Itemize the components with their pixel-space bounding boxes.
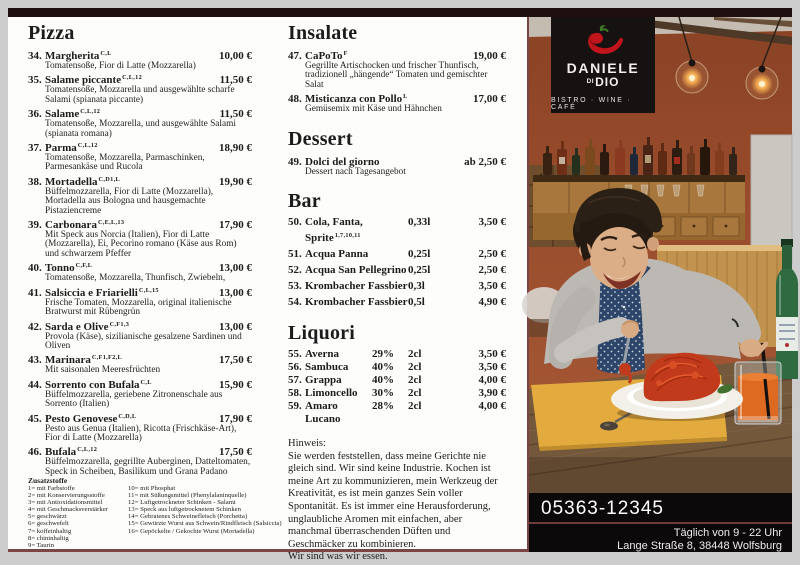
item-price: ab 2,50 €: [464, 155, 506, 168]
item-allergen-codes: C,L,12: [77, 446, 98, 454]
menu-item: [28, 72, 252, 105]
item-number: 39.: [28, 219, 42, 232]
item-allergen-codes: C,L,12: [77, 142, 98, 150]
item-name-text: Margherita: [45, 50, 100, 62]
item-number: 36.: [28, 108, 42, 121]
additive-legend-line: 4= mit Geschmacksverstärker: [28, 506, 108, 514]
drink-item: [288, 277, 506, 293]
item-name: [45, 411, 202, 425]
item-price: 18,90 €: [219, 142, 252, 155]
item-number: 44.: [28, 378, 42, 391]
item-price: 3,50 €: [478, 361, 506, 374]
item-description: Büffelmozzarella, gegrillte Auberginen, Datteltomaten, Speck in Scheiben, Basilikum und Grana Padano: [45, 457, 251, 477]
item-name: [45, 377, 202, 391]
item-name: Sambuca: [305, 361, 349, 374]
section-title-insalate: Insalate: [288, 22, 358, 44]
liquor-item: [288, 387, 506, 400]
item-price: 3,90 €: [478, 387, 506, 400]
item-number: 54.: [288, 296, 302, 309]
section-title-dessert: Dessert: [288, 127, 353, 150]
item-price: 13,00 €: [219, 262, 252, 275]
item-name: Limoncello: [305, 387, 358, 400]
brand-dio: DIO: [595, 75, 620, 89]
item-name: [305, 245, 408, 261]
menu-item: [28, 377, 252, 410]
menu-item: [288, 48, 506, 90]
menu-item-head: [28, 48, 252, 62]
menu-item: [28, 106, 252, 139]
item-volume: 0,5l: [408, 296, 425, 309]
chili-icon: [581, 23, 625, 59]
item-volume: 2cl: [408, 387, 422, 400]
liquor-item: [288, 348, 506, 361]
item-name-text: Salsiccia e Friarielli: [45, 286, 138, 299]
item-price: 19,00 €: [473, 50, 506, 62]
item-volume: 0,25l: [408, 264, 431, 277]
section-title-bar: Bar: [288, 190, 321, 213]
item-name-text: Salame: [45, 108, 80, 121]
item-name: Averna: [305, 348, 340, 361]
additive-legend-line: 10= mit Phosphat: [128, 485, 176, 492]
item-name-text: Dolci del giorno: [305, 155, 380, 168]
item-description: Gegrillte Artischocken und frischer Thunfisch, tradizionell „hängende“ Tomaten und gemischter Salat: [305, 61, 488, 90]
opening-hours: Täglich von 9 - 22 Uhr: [673, 527, 782, 539]
menu-item-head: [28, 217, 252, 231]
menu-item: [28, 140, 252, 173]
item-description: Büffelmozzarella, Fior di Latte (Mozzarella), Mortadella aus Bologna und hausgemachte Pistaziencreme: [45, 186, 214, 216]
brand-di: DI: [586, 78, 595, 85]
menu-item: [28, 285, 252, 318]
logo-badge: [551, 17, 655, 113]
item-name-text: Krombacher Fassbier: [305, 296, 408, 309]
additive-legend-line: 7= koffeinhaltig: [28, 527, 72, 535]
item-number: 37.: [28, 142, 42, 155]
item-allergen-codes: C,F,L: [75, 262, 93, 270]
item-number: 53.: [288, 280, 302, 293]
item-description: Tomatensoße, Mozzarella, und ausgewählte Salami (spianata romana): [45, 119, 236, 139]
chef-note-line: Wir sind was wir essen.: [288, 551, 388, 563]
additive-legend-line: 11= mit Süßungsmittel (Phenylalaninquelle): [128, 492, 247, 500]
item-allergen-codes: C,L: [140, 378, 152, 386]
item-name: [305, 293, 408, 309]
item-price: 3,50 €: [478, 216, 506, 229]
menu-page: [8, 17, 529, 563]
item-description: Tomatensoße, Mozzarella, Thunfisch, Zwiebeln,: [45, 273, 226, 284]
brand-name-line1: DANIELE: [566, 60, 640, 76]
item-name-text: Salame piccante: [45, 74, 122, 87]
item-name: [45, 140, 202, 154]
menu-item: [28, 48, 252, 71]
additive-legend-line: 13= Speck aus luftgetrocknetem Schinken: [128, 506, 241, 514]
brand-tagline: BISTRO · WINE · CAFÉ: [551, 97, 632, 111]
item-name: [305, 91, 456, 105]
menu-item-head: [28, 174, 252, 188]
chef-note-line: Sie werden feststellen, dass meine Gerichte nie gleich sind. Wir sind keine Industrie. Kochen ist meine Art zu kommunizieren, mein Werkzeug der Kreativität, es ist mein ganzes Sein voller Spontanität. Es ist immer eine Herausforderung, unglaubliche Aromen mit einfachen, aber manchmal überraschenden Düften und Geschmäcker zu kombinieren.: [288, 450, 498, 550]
item-name: [45, 319, 202, 333]
item-price: 3,50 €: [478, 348, 506, 361]
chef-note: [288, 438, 506, 564]
item-volume: 2cl: [408, 400, 422, 413]
item-volume: 0,3l: [408, 280, 425, 293]
item-name: [305, 261, 408, 277]
additives-legend: [28, 476, 288, 549]
item-price: 4,00 €: [478, 400, 506, 413]
item-name-text: Cola, Fanta, Sprite: [305, 216, 363, 245]
item-name-text: Misticanza con Pollo: [305, 93, 403, 106]
item-number: 51.: [288, 248, 302, 261]
menu-item: [28, 444, 252, 477]
item-number: 58.: [288, 387, 302, 400]
menu-item-head: [288, 91, 506, 105]
item-name-text: Parma: [45, 142, 77, 155]
drink-item: [288, 245, 506, 261]
liquor-item: [288, 400, 506, 426]
section-title-liquori: Liquori: [288, 322, 355, 345]
top-border-bar: [8, 8, 792, 17]
item-number: 38.: [28, 175, 42, 188]
menu-item-head: [288, 48, 506, 62]
item-allergen-codes: C,D,L: [118, 412, 137, 420]
additive-legend-line: 9= Taurin: [28, 541, 55, 549]
item-abv: 30%: [372, 387, 394, 400]
item-number: 55.: [288, 348, 302, 361]
item-description: Pesto aus Genua (Italien), Ricotta (Frischkäse-Art), Fior di Latte (Mozzarella): [45, 423, 237, 443]
item-name: [45, 285, 202, 299]
menu-item: [28, 217, 252, 259]
item-price: 17,90 €: [219, 412, 252, 425]
additive-legend-line: 12= Luftgetrockneter Schinken - Salami: [128, 499, 236, 507]
item-description: Dessert nach Tagesangebot: [305, 166, 406, 177]
additive-legend-line: 15= Gewürzte Wurst aus Schwein/Rindfleisch (Salsiccia): [128, 520, 282, 528]
item-number: 46.: [28, 446, 42, 459]
item-name: Amaro Lucano: [305, 400, 341, 426]
menu-item: [288, 154, 506, 177]
item-price: 2,50 €: [478, 264, 506, 277]
item-allergen-codes: C,L: [100, 50, 112, 57]
item-description: Mit saisonalen Meeresfrüchten: [45, 365, 161, 376]
item-price: 17,00 €: [473, 93, 506, 106]
item-volume: 0,33l: [408, 216, 431, 229]
item-name-text: Bufala: [45, 446, 77, 459]
additive-legend-line: 8= chininhaltig: [28, 534, 69, 542]
item-allergen-codes: C,D1,L: [98, 175, 120, 183]
item-price: 13,00 €: [219, 320, 252, 333]
item-description: Tomatensoße, Mozzarella und ausgewählte scharfe Salami (spianata piccante): [45, 85, 235, 105]
section-pizza: [28, 21, 252, 478]
item-description: Tomatensoße, Mozzarella, Parmaschinken, Parmesankäse und Rucola: [45, 153, 205, 173]
item-description: Frische Tomaten, Mozzarella, original italienische Bratwurst mit Rübengrün: [45, 297, 232, 318]
item-allergen-codes: L: [403, 93, 408, 101]
item-number: 35.: [28, 74, 42, 87]
item-price: 19,90 €: [219, 175, 252, 188]
item-number: 47.: [288, 50, 302, 62]
menu-item-head: [28, 411, 252, 425]
item-abv: 28%: [372, 400, 394, 413]
item-name-text: Sarda e Olive: [45, 320, 109, 333]
item-description: Gemüsemix mit Käse und Hähnchen: [305, 104, 442, 115]
item-name: [45, 217, 202, 231]
item-number: 56.: [288, 361, 302, 374]
additive-legend-line: 6= geschwefelt: [28, 520, 69, 528]
item-name-text: Carbonara: [45, 219, 97, 232]
pizza-item-list: [28, 48, 252, 477]
item-price: 4,90 €: [478, 296, 506, 309]
item-allergen-codes: C,L,12: [122, 74, 143, 82]
item-name-text: Pesto Genovese: [45, 412, 118, 425]
item-abv: 29%: [372, 348, 394, 361]
item-price: 3,50 €: [478, 280, 506, 293]
item-number: 40.: [28, 262, 42, 275]
item-name-text: Tonno: [45, 262, 75, 275]
item-price: 10,00 €: [219, 50, 252, 62]
item-description: Mit Speck aus Norcia (Italien), Fior di Latte (Mozzarella), Ei, Pecorino romano (Käse aus Rom) und schwarzem Pfeffer: [45, 230, 237, 259]
item-number: 59.: [288, 400, 302, 413]
item-price: 11,50 €: [219, 108, 252, 121]
item-volume: 0,25l: [408, 248, 431, 261]
item-name-text: Sorrento con Bufala: [45, 378, 140, 391]
menu-item: [28, 352, 252, 375]
item-number: 34.: [28, 50, 42, 62]
item-name-text: Krombacher Fassbier: [305, 280, 408, 293]
item-allergen-codes: C,F1,F2,L: [91, 354, 122, 362]
item-price: 13,00 €: [219, 286, 252, 299]
additives-title: Zusatzstoffe: [28, 476, 68, 485]
item-name-text: Acqua San Pellegrino: [305, 264, 407, 277]
chef-note-lines: [288, 451, 506, 564]
liquor-item: [288, 374, 506, 387]
chef-note-title: Hinweis:: [288, 438, 326, 450]
item-abv: 40%: [372, 361, 394, 374]
item-description: Büffelmozzarella, geriebene Zitronenschale aus Sorrento (Italien): [45, 389, 223, 410]
item-price: 17,50 €: [219, 354, 252, 367]
item-description: Tomatensoße, Fior di Latte (Mozzarella): [45, 61, 196, 71]
item-number: 57.: [288, 374, 302, 387]
menu-item: [28, 174, 252, 216]
drink-item: [288, 261, 506, 277]
item-number: 43.: [28, 354, 42, 367]
menu-item: [28, 411, 252, 444]
item-volume: 2cl: [408, 348, 422, 361]
item-name-text: Marinara: [45, 354, 91, 367]
item-number: 49.: [288, 155, 302, 168]
item-volume: 2cl: [408, 374, 422, 387]
additives-column-1: [28, 485, 128, 549]
item-description: Provola (Käse), sizilianische gesalzene Sardinen und Oliven: [45, 331, 242, 351]
menu-item: [288, 91, 506, 114]
menu-item-head: [288, 154, 506, 168]
drink-item: [288, 216, 506, 245]
item-allergen-codes: C,F1,3: [109, 320, 130, 328]
item-number: 52.: [288, 264, 302, 277]
item-allergen-codes: C,L,15: [138, 286, 159, 294]
item-name: [45, 174, 202, 188]
menu-item-head: [28, 285, 252, 299]
item-name: Grappa: [305, 374, 342, 387]
item-price: 2,50 €: [478, 248, 506, 261]
additive-legend-line: 1= mit Farbstoffe: [28, 485, 75, 492]
item-allergen-codes: 1,7,10,11: [334, 232, 361, 240]
drink-item: [288, 293, 506, 309]
additive-legend-line: 2= mit Konservierungsstoffe: [28, 492, 105, 500]
item-number: 41.: [28, 286, 42, 299]
item-name: [305, 216, 408, 245]
menu-item-head: [28, 140, 252, 154]
item-number: 48.: [288, 93, 302, 106]
item-name: [45, 48, 202, 62]
contact-bar: [529, 493, 792, 552]
item-number: 45.: [28, 412, 42, 425]
street-address: Lange Straße 8, 38448 Wolfsburg: [617, 540, 782, 552]
item-price: 4,00 €: [478, 374, 506, 387]
item-price: 17,50 €: [219, 446, 252, 459]
item-price: 11,50 €: [219, 74, 252, 87]
section-title-pizza: Pizza: [28, 22, 75, 44]
item-volume: 2cl: [408, 361, 422, 374]
item-abv: 40%: [372, 374, 394, 387]
item-allergen-codes: C,E,L,13: [97, 219, 125, 227]
item-name-text: CaPoTo: [305, 50, 343, 62]
additive-legend-line: 14= Gebratenes Schweinefleisch (Porchetta): [128, 513, 248, 521]
item-allergen-codes: F: [343, 50, 348, 57]
divider-line: [529, 522, 792, 524]
item-price: 17,90 €: [219, 219, 252, 232]
photo-panel: [529, 17, 792, 552]
dessert-item-list: [288, 154, 506, 177]
additive-legend-line: 5= geschwärzt: [28, 513, 67, 521]
insalate-item-list: [288, 48, 506, 115]
item-price: 15,90 €: [219, 378, 252, 391]
additive-legend-line: 3= mit Antioxidationsmittel: [28, 499, 103, 507]
liquori-item-list: [288, 348, 506, 426]
item-name-text: Acqua Panna: [305, 248, 369, 261]
brand-name-line2: [587, 76, 620, 88]
item-number: 50.: [288, 216, 302, 229]
item-number: 42.: [28, 320, 42, 333]
liquor-item: [288, 361, 506, 374]
menu-item-head: [28, 319, 252, 333]
item-name-text: Mortadella: [45, 175, 98, 188]
bar-item-list: [288, 216, 506, 309]
phone-number: 05363-12345: [541, 498, 664, 519]
item-name: [305, 277, 408, 293]
menu-middle-column: [288, 21, 506, 564]
menu-item: [28, 260, 252, 283]
item-name: [305, 154, 456, 168]
menu-item: [28, 319, 252, 352]
additive-legend-line: 16= Gepöckelte / Gekochte Wurst (Mortadella): [128, 527, 255, 535]
photo-vignette: [529, 457, 792, 493]
additives-column-2: [128, 485, 286, 549]
item-allergen-codes: C,L,12: [80, 108, 101, 116]
menu-item-head: [28, 377, 252, 391]
item-name: [305, 48, 456, 62]
